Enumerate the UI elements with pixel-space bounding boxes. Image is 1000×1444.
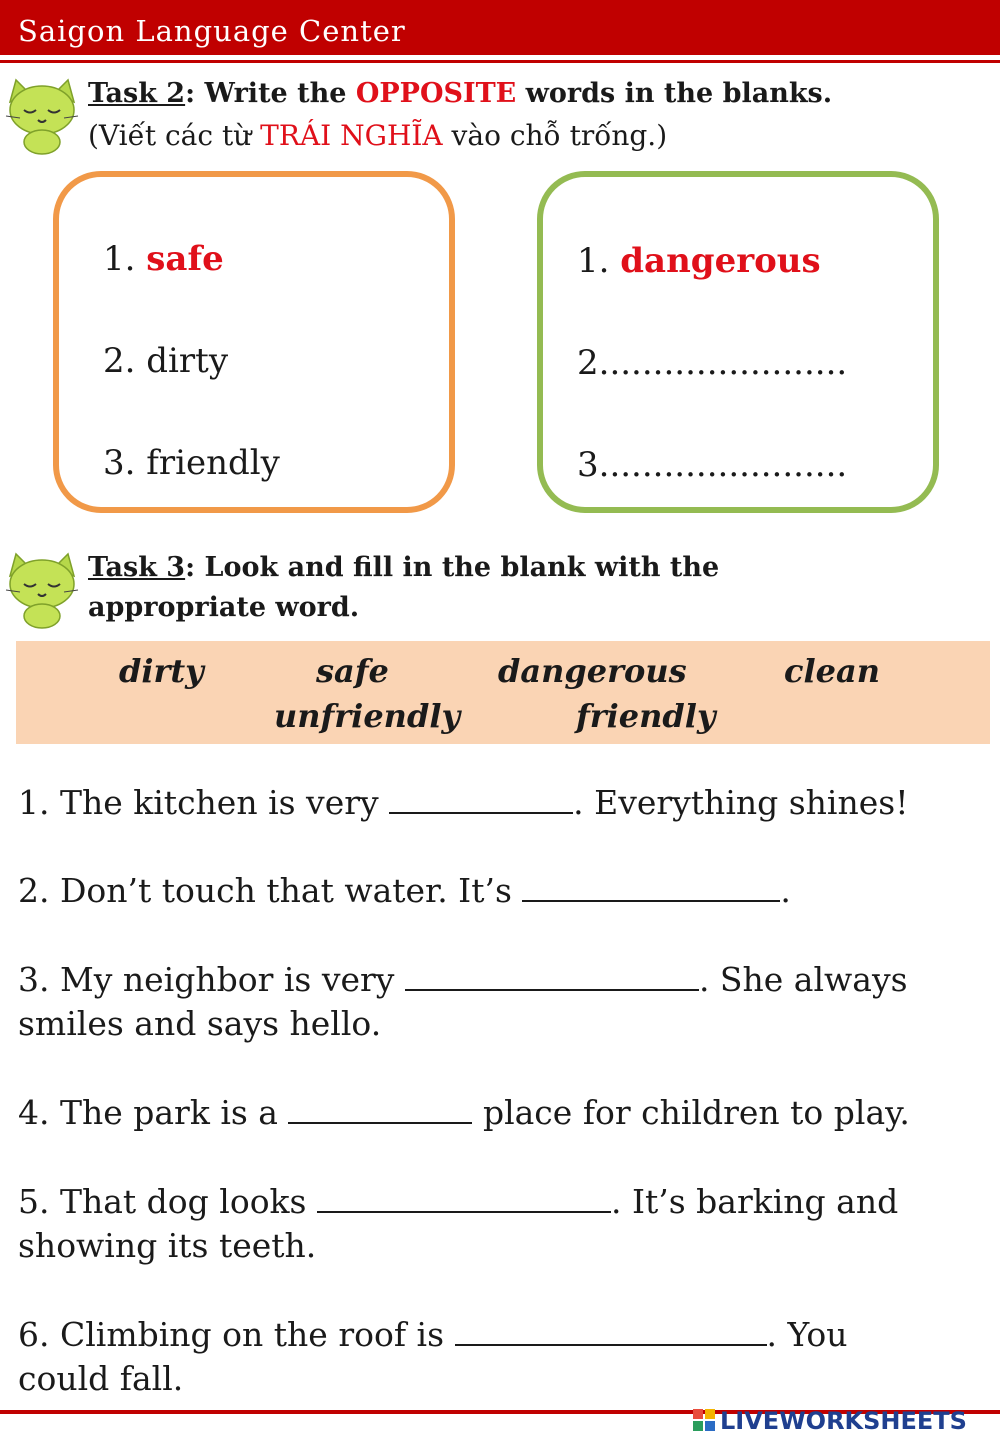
cat-mascot-icon	[2, 76, 82, 156]
sentence-text: 3. My neighbor is very	[18, 960, 405, 999]
word-bank	[16, 641, 990, 744]
sentence-1	[18, 781, 908, 825]
task3-instruction-line1: : Look and fill in the blank with the	[185, 552, 720, 583]
liveworksheets-brand: LIVEWORKSHEETS	[720, 1407, 967, 1435]
liveworksheets-logo-icon	[692, 1405, 718, 1439]
fill-blank-3[interactable]	[405, 959, 699, 991]
sentence-text: . Everything shines!	[573, 783, 909, 822]
sentence-text: 6. Climbing on the roof is	[18, 1315, 455, 1354]
task2-instruction	[88, 74, 832, 114]
fill-blank-5[interactable]	[317, 1181, 611, 1213]
task3-instruction-line2: appropriate word.	[88, 592, 360, 623]
word-bank-item: dangerous	[498, 652, 687, 690]
word-box-left	[53, 171, 455, 513]
answer-blank-2[interactable]: 2.......................	[577, 343, 848, 383]
answer-blank-3[interactable]: 3.......................	[577, 445, 848, 485]
center-name: Saigon Language Center	[18, 14, 406, 48]
answer-box-right	[537, 171, 939, 513]
task2-sub-post: vào chỗ trống.)	[442, 119, 668, 152]
task3-label: Task 3	[88, 552, 186, 583]
sentence-text: 2. Don’t touch that water. It’s	[18, 871, 523, 910]
item-number: 1.	[103, 239, 136, 279]
item-number: 2.	[103, 341, 136, 381]
sentence-4	[18, 1091, 910, 1135]
example-answer: dangerous	[620, 241, 821, 281]
sentence-text: .	[780, 871, 791, 910]
item-number: 3.	[103, 443, 136, 483]
item-number: 1.	[577, 241, 610, 281]
fill-blank-4[interactable]	[288, 1092, 472, 1124]
left-box-item	[103, 441, 280, 485]
sentence-6-line2: could fall.	[18, 1359, 184, 1398]
task2-sub-accent: TRÁI NGHĨA	[260, 119, 443, 152]
example-word: safe	[146, 239, 224, 279]
task2-vietnamese-instruction	[88, 116, 667, 156]
sentence-3-line2: smiles and says hello.	[18, 1004, 382, 1043]
word-bank-item: unfriendly	[274, 697, 461, 735]
fill-blank-2[interactable]	[522, 870, 780, 902]
sentence-text: . You	[766, 1315, 848, 1354]
sentence-text: 1. The kitchen is very	[18, 783, 390, 822]
task2-instruction-post: words in the blanks.	[516, 78, 833, 109]
word-bank-item: dirty	[119, 652, 204, 690]
task2-label: Task 2	[88, 78, 186, 109]
sentence-6	[18, 1313, 848, 1357]
word-bank-item: safe	[316, 652, 389, 690]
task2-instruction-pre: : Write the	[185, 78, 356, 109]
left-box-item	[103, 339, 228, 383]
word-bank-item: friendly	[576, 697, 716, 735]
item-word: dirty	[146, 341, 229, 381]
cat-mascot-icon	[2, 550, 82, 630]
right-box-item	[577, 239, 821, 283]
task3-instruction	[88, 548, 719, 588]
sentence-text: 4. The park is a	[18, 1093, 289, 1132]
header-bar	[0, 0, 1000, 55]
sentence-text: place for children to play.	[472, 1093, 910, 1132]
task2-sub-pre: (Viết các từ	[88, 119, 261, 152]
left-box-item	[103, 237, 224, 281]
item-word: friendly	[146, 443, 280, 483]
header-divider	[0, 60, 1000, 63]
sentence-5	[18, 1180, 898, 1224]
sentence-text: 5. That dog looks	[18, 1182, 317, 1221]
word-bank-item: clean	[784, 652, 880, 690]
sentence-3	[18, 958, 908, 1002]
fill-blank-6[interactable]	[455, 1314, 767, 1346]
task2-instruction-accent: OPPOSITE	[355, 78, 517, 109]
sentence-2	[18, 869, 791, 913]
sentence-text: . She always	[698, 960, 908, 999]
fill-blank-1[interactable]	[389, 782, 573, 814]
sentence-text: . It’s barking and	[610, 1182, 899, 1221]
sentence-5-line2: showing its teeth.	[18, 1226, 317, 1265]
